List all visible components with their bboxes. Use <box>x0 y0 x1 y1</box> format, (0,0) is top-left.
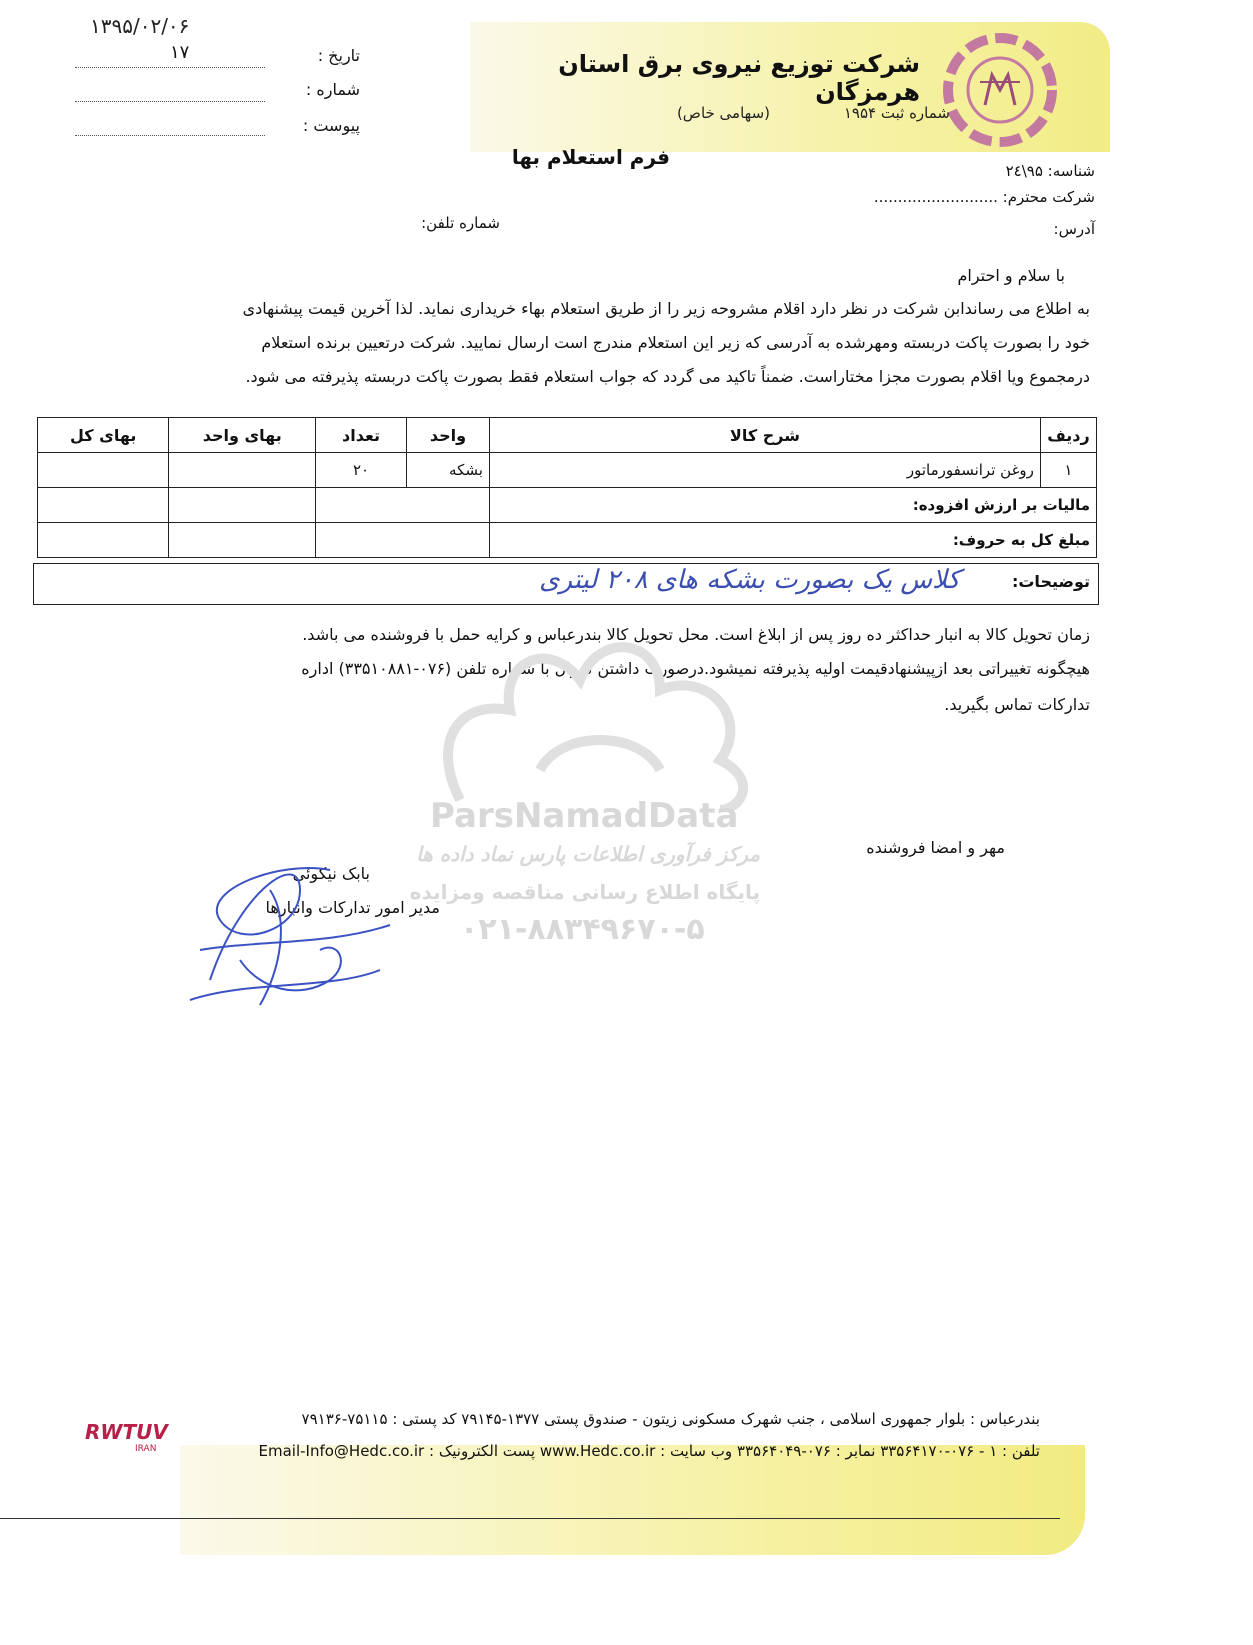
body-line-1: به اطلاع می رساندابن شرکت در نظر دارد اقلام مشروحه زیر را از طریق استعلام بهاء خریداری نماید. لذا آخرین قیمت پیشنهادی <box>242 299 1090 318</box>
signer-name: بابک نیکوئی <box>292 864 370 883</box>
total-words-row <box>38 523 1097 558</box>
form-title: فرم استعلام بها <box>511 145 670 169</box>
date-value: ۱۷ <box>170 42 190 63</box>
company-name: شرکت توزیع نیروی برق استان هرمزگان <box>558 50 920 106</box>
registration-number: شماره ثبت ۱۹۵۴ <box>843 104 950 122</box>
footer-address: بندرعباس : بلوار جمهوری اسلامی ، جنب شهرک مسکونی زیتون - صندوق پستی ۱۳۷۷-۷۹۱۴۵ کد پستی : ۷۵۱۱۵-۷۹۱۳۶ <box>301 1410 1040 1428</box>
greeting: با سلام و احترام <box>957 266 1065 285</box>
address-label: آدرس: <box>1053 220 1095 238</box>
certification-sub: IRAN <box>135 1444 157 1454</box>
attachment-line <box>75 134 265 136</box>
watermark-flower-icon <box>420 620 780 810</box>
cell-unit-price <box>169 453 316 488</box>
col-row-number: ردیف <box>1040 418 1096 453</box>
vat-empty <box>316 488 490 523</box>
footer-contact: تلفن : ۱ - ۰۷۶-۳۳۵۶۴۱۷۰ نمابر : ۰۷۶-۳۳۵۶۴۰۴۹ وب سایت : www.Hedc.co.ir پست الکترونیک : Email-Info@Hedc.co.ir <box>258 1442 1040 1460</box>
certification-logo: RWTUV <box>85 1420 168 1444</box>
items-table <box>37 417 1097 558</box>
signer-title: مدیر امور تدارکات وانبارها <box>265 898 440 917</box>
cell-total-price <box>38 453 169 488</box>
vat-label: مالیات بر ارزش افزوده: <box>489 488 1096 523</box>
terms-line-2: هیچگونه تغییراتی بعد ازپیشنهادقیمت اولیه پذیرفته نمیشود.درصورت داشتن سوال با شماره تلفن (۰۷۶-۳۳۵۱۰۸۸۱) اداره <box>301 659 1090 678</box>
body-line-2: خود را بصورت پاکت دربسته ومهرشده به آدرسی که زیر این استعلام مندرج است ارسال نمایید. شرکت درتعیین برنده استعلام <box>261 333 1090 352</box>
total-words-unit-price <box>169 523 316 558</box>
footer-band <box>180 1445 1085 1555</box>
notes-handwritten: کلاس یک بصورت بشکه های ۲۰۸ لیتری <box>539 565 960 595</box>
attachment-label: پیوست : <box>302 116 360 135</box>
watermark-phone: ۰۲۱-۸۸۳۴۹۶۷۰-۵ <box>460 912 705 947</box>
recipient-company: شرکت محترم: .......................... <box>873 188 1095 206</box>
total-words-empty <box>316 523 490 558</box>
cell-description: روغن ترانسفورماتور <box>489 453 1040 488</box>
vat-unit-price <box>169 488 316 523</box>
cell-unit: بشکه <box>407 453 490 488</box>
bottom-rule <box>0 1518 1060 1519</box>
body-line-3: درمجموع ویا اقلام بصورت مجزا مختاراست. ضمناً تاکید می گردد که جواب استعلام فقط بصورت پاکت دربسته پذیرفته می شود. <box>245 367 1090 386</box>
phone-label: شماره تلفن: <box>421 214 500 232</box>
watermark-line-1: مرکز فرآوری اطلاعات پارس نماد داده ها <box>416 842 760 866</box>
table-row <box>38 453 1097 488</box>
col-total-price: بهای کل <box>38 418 169 453</box>
cell-quantity: ۲۰ <box>316 453 407 488</box>
notes-label: توضیحات: <box>1011 572 1090 591</box>
vat-total <box>38 488 169 523</box>
date-handwritten: ۱۳۹۵/۰۲/۰۶ <box>90 14 190 38</box>
terms-line-3: تدارکات تماس بگیرید. <box>944 695 1090 714</box>
table-header-row <box>38 418 1097 453</box>
company-logo <box>940 30 1060 150</box>
seller-signature-label: مهر و امضا فروشنده <box>866 838 1005 857</box>
date-label: تاریخ : <box>317 46 360 65</box>
col-quantity: تعداد <box>316 418 407 453</box>
watermark-brand: ParsNamadData <box>430 796 739 836</box>
total-words-label: مبلغ کل به حروف: <box>489 523 1096 558</box>
handwritten-signature <box>180 830 410 1020</box>
terms-line-1: زمان تحویل کالا به انبار حداکثر ده روز پس از ابلاغ است. محل تحویل کالا بندرعباس و کرایه حمل با فروشنده می باشد. <box>302 625 1090 644</box>
watermark-line-2: پایگاه اطلاع رسانی مناقصه ومزایده <box>409 880 760 904</box>
company-type: (سهامی خاص) <box>676 104 770 122</box>
col-description: شرح کالا <box>489 418 1040 453</box>
document-id: شناسه: ۹۵\۲٤ <box>1005 162 1095 180</box>
vat-row <box>38 488 1097 523</box>
cell-row-number: ۱ <box>1040 453 1096 488</box>
number-label: شماره : <box>305 80 360 99</box>
col-unit-price: بهای واحد <box>169 418 316 453</box>
total-words-total <box>38 523 169 558</box>
col-unit: واحد <box>407 418 490 453</box>
date-line <box>75 66 265 68</box>
number-line <box>75 100 265 102</box>
